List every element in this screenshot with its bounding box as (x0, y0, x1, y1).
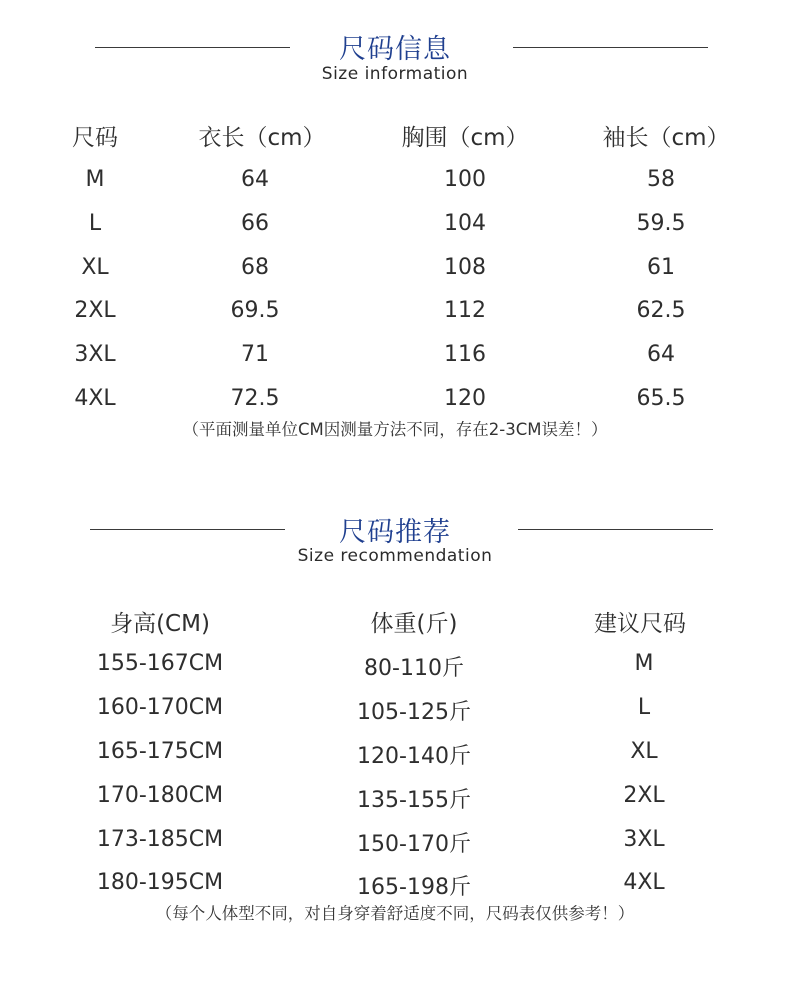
header-chest: 胸围（cm） (401, 125, 529, 151)
height-cell: 170-180CM (96, 783, 224, 808)
sleeve-cell: 59.5 (636, 211, 686, 236)
chest-cell: 108 (444, 255, 486, 280)
size-cell: XL (81, 255, 109, 280)
height-cell: 155-167CM (96, 651, 224, 676)
sleeve-cell: 61 (647, 255, 675, 280)
weight-cell: 105-125斤 (357, 700, 471, 725)
sleeve-cell: 58 (647, 167, 675, 192)
size-info-note: （平面测量单位CM因测量方法不同，存在2-3CM误差！） (182, 420, 608, 439)
chest-cell: 116 (444, 342, 486, 367)
chest-cell: 100 (444, 167, 486, 192)
weight-cell: 165-198斤 (357, 875, 471, 900)
header-suggested-size: 建议尺码 (594, 611, 686, 637)
height-cell: 165-175CM (96, 739, 224, 764)
height-cell: 173-185CM (96, 827, 224, 852)
weight-cell: 150-170斤 (357, 832, 471, 857)
size-cell: 4XL (74, 386, 116, 411)
suggested-size-cell: 2XL (623, 783, 665, 808)
header-weight: 体重(斤) (370, 611, 458, 637)
chest-cell: 112 (444, 298, 486, 323)
size-info-subtitle: Size information (321, 64, 469, 84)
length-cell: 69.5 (230, 298, 280, 323)
size-cell: 3XL (74, 342, 116, 367)
size-cell: L (88, 211, 102, 236)
chest-cell: 104 (444, 211, 486, 236)
weight-cell: 80-110斤 (364, 656, 464, 681)
height-cell: 160-170CM (96, 695, 224, 720)
size-cell: 2XL (74, 298, 116, 323)
header-height: 身高(CM) (110, 611, 210, 637)
length-cell: 68 (241, 255, 269, 280)
length-cell: 72.5 (230, 386, 280, 411)
length-cell: 64 (241, 167, 269, 192)
suggested-size-cell: L (637, 695, 651, 720)
size-rec-note: （每个人体型不同，对自身穿着舒适度不同，尺码表仅供参考！） (155, 904, 635, 923)
sleeve-cell: 64 (647, 342, 675, 367)
suggested-size-cell: 3XL (623, 827, 665, 852)
height-cell: 180-195CM (96, 870, 224, 895)
length-cell: 66 (241, 211, 269, 236)
chest-cell: 120 (444, 386, 486, 411)
length-cell: 71 (241, 342, 269, 367)
suggested-size-cell: 4XL (623, 870, 665, 895)
weight-cell: 135-155斤 (357, 788, 471, 813)
header-size: 尺码 (72, 125, 118, 151)
size-cell: M (85, 167, 105, 192)
sleeve-cell: 65.5 (636, 386, 686, 411)
suggested-size-cell: XL (630, 739, 658, 764)
size-info-title: 尺码信息 (339, 34, 451, 65)
header-sleeve: 袖长（cm） (602, 125, 730, 151)
size-rec-subtitle: Size recommendation (297, 546, 493, 566)
size-rec-title: 尺码推荐 (339, 517, 451, 548)
header-length: 衣长（cm） (198, 125, 326, 151)
sleeve-cell: 62.5 (636, 298, 686, 323)
suggested-size-cell: M (634, 651, 654, 676)
weight-cell: 120-140斤 (357, 744, 471, 769)
